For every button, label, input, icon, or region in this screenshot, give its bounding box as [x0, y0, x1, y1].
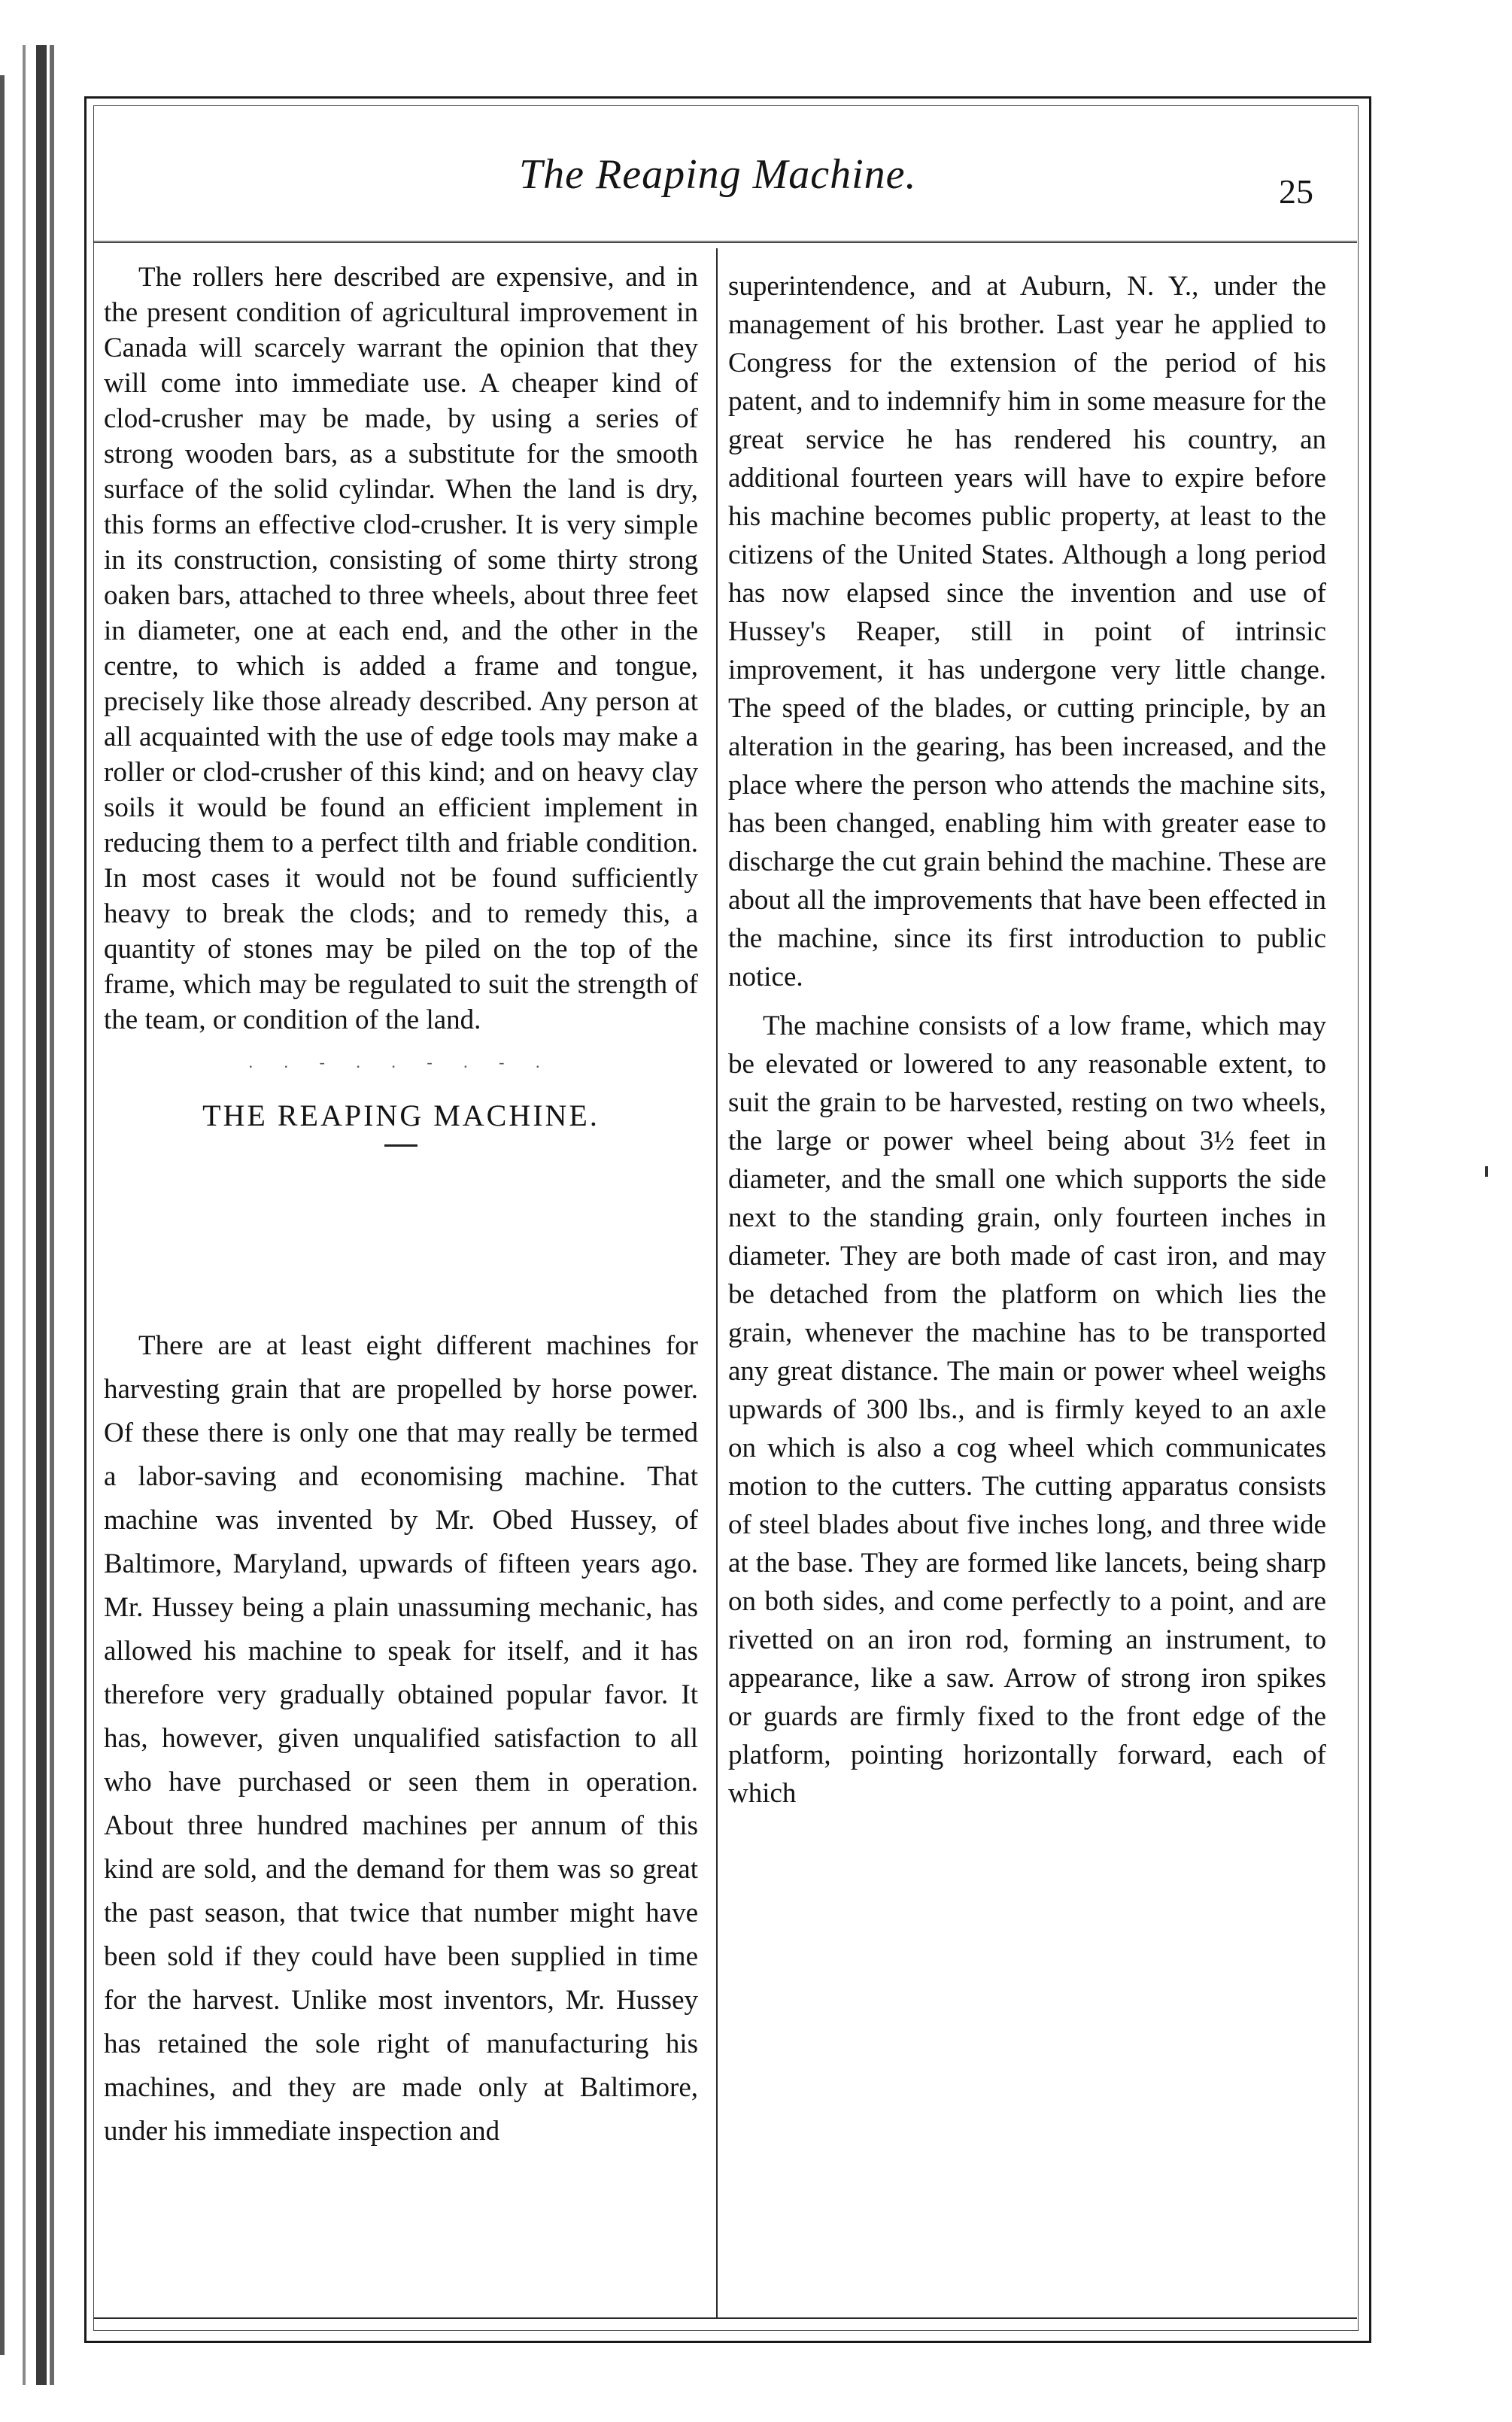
page-number: 25 — [1279, 172, 1313, 211]
binding-edge — [0, 45, 66, 2385]
left-column-lower — [104, 1324, 698, 2153]
right-paragraph-machine-description: The machine consists of a low frame, which may be elevated or lowered to any reasonable extent, to suit the grain to be harvested, resting on two wheels, the large or power wheel being about 3½ feet in diameter, and the small one which supports the side next to the standing grain, only fourteen inches in diameter. They are both made of cast iron, and may be detached from the platform on which lies the grain, whenever the machine has to be transported any great distance. The main or power wheel weighs upwards of 300 lbs., and is firmly keyed to an axle on which is also a cog wheel which communicates motion to the cutters. The cutting apparatus consists of steel blades about five inches long, and three wide at the base. They are formed like lancets, being sharp on both sides, and come perfectly to a point, and are rivetted on an iron rod, forming an instrument, to appearance, like a saw. Arrow of strong iron spikes or guards are firmly fixed to the front edge of the platform, pointing horizontally forward, each of which — [728, 1010, 1326, 1809]
scan-mark — [1485, 1166, 1488, 1177]
right-column — [728, 267, 1326, 1813]
column-divider — [716, 248, 718, 2317]
header-rule — [93, 241, 1357, 243]
right-paragraph-continuation: superintendence, and at Auburn, N. Y., under the management of his brother. Last year he applied to Congress for the extension of the period of his patent, and to indemnify him in some measure for the great service he has rendered his country, an additional fourteen years will have to expire before his machine becomes public property, at least to the citizens of the United States. Although a long period has now elapsed since the invention and use of Hussey's Reaper, still in point of intrinsic improvement, it has undergone very little change. The speed of the blades, or cutting principle, by an alteration in the gearing, has been increased, and the place where the person who attends the machine sits, has been changed, enabling him with greater ease to discharge the cut grain behind the machine. These are about all the improvements that have been effected in the machine, since its first introduction to public notice. — [728, 271, 1326, 992]
section-title: THE REAPING MACHINE. — [202, 1099, 600, 1132]
left-column — [104, 260, 698, 1160]
footer-rule — [93, 2317, 1357, 2319]
section-break: . . - . . - . - . — [248, 1053, 554, 1071]
left-paragraph-reaping-machine: There are at least eight different machines for harvesting grain that are propelled by horse power. Of these there is only one that may really be termed a labor-saving and economising machine. That machine was invented by Mr. Obed Hussey, of Baltimore, Maryland, upwards of fifteen years ago. Mr. Hussey being a plain unassuming mechanic, has allowed his machine to speak for itself, and it has therefore very gradually obtained popular favor. It has, however, given unqualified satisfaction to all who have purchased or seen them in operation. About three hundred machines per annum of this kind are sold, and the demand for them was so great the past season, that twice that number might have been sold if they could have been supplied in time for the harvest. Unlike most inventors, Mr. Hussey has retained the sole right of manufacturing his machines, and they are made only at Baltimore, under his immediate inspection and — [104, 1330, 698, 2147]
running-head: The Reaping Machine. — [519, 151, 917, 198]
title-dash — [384, 1144, 417, 1147]
left-paragraph-clod-crusher: The rollers here described are expensive, and in the present condition of agricultural improvement in Canada will scarcely warrant the opinion that they will come into immediate use. A cheaper kind of clod-crusher may be made, by using a series of strong wooden bars, as a substitute for the smooth surface of the solid cylindar. When the land is dry, this forms an effective clod-crusher. It is very simple in its construction, consisting of some thirty strong oaken bars, attached to three wheels, about three feet in diameter, one at each end, and the other in the centre, to which is added a frame and tongue, precisely like those already described. Any person at all acquainted with the use of edge tools may make a roller or clod-crusher of this kind; and on heavy clay soils it would be found an efficient implement in reducing them to a perfect tilth and friable condition. In most cases it would not be found sufficiently heavy to break the clods; and to remedy this, a quantity of stones may be piled on the top of the frame, which may be regulated to suit the strength of the team, or condition of the land. — [104, 262, 698, 1035]
